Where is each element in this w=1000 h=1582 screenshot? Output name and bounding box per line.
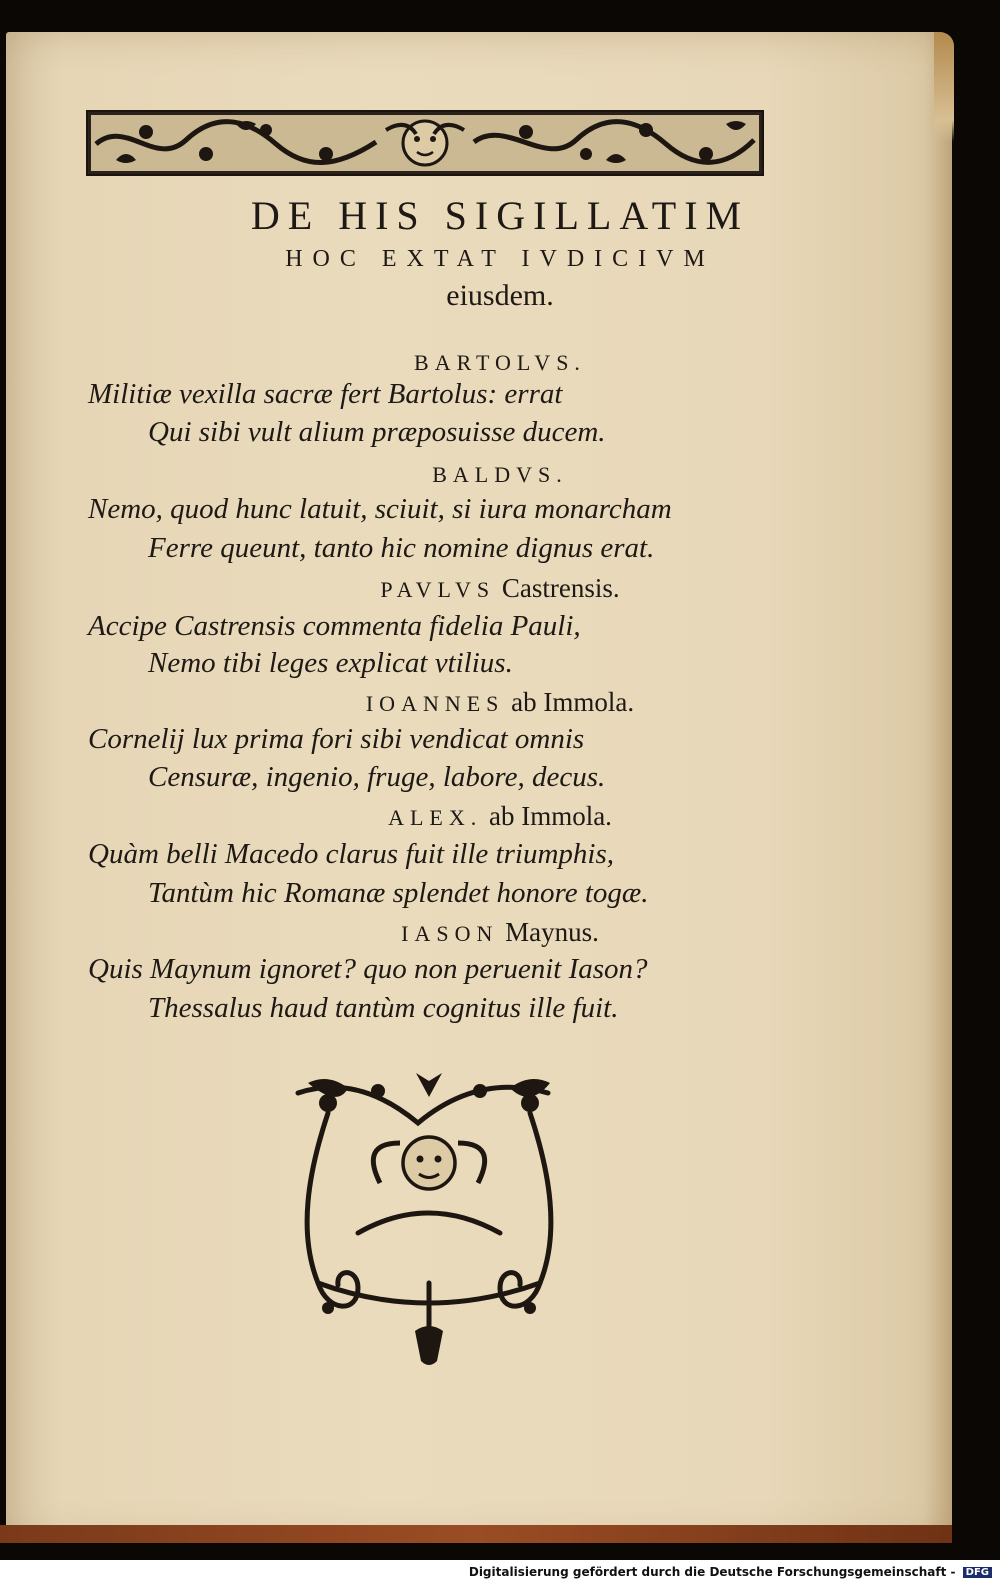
cherub-face-icon (373, 1137, 484, 1189)
verse-line: Nemo tibi leges explicat vtilius. (148, 647, 513, 679)
headpiece-ornament (86, 110, 764, 176)
entry-heading-ioannes (0, 687, 1000, 718)
verse-line: Nemo, quod hunc latuit, sciuit, si iura monarcham (88, 493, 672, 525)
tailpiece-ornament (288, 1073, 570, 1371)
page-bottom-edge (0, 1525, 952, 1543)
entry-name-suffix: Castrensis. (501, 573, 620, 603)
entry-name: BALDVS. (432, 462, 568, 487)
verse-line: Thessalus haud tantùm cognitus ille fuit. (148, 992, 619, 1024)
verse-line: Ferre queunt, tanto hic nomine dignus erat. (148, 532, 655, 564)
page-title-line-2: HOC EXTAT IVDICIVM (285, 246, 715, 272)
page-edge-wear (934, 32, 954, 142)
verse-line: Militiæ vexilla sacræ fert Bartolus: errat (88, 378, 563, 410)
entry-name: IOANNES (365, 691, 505, 716)
entry-name: ALEX. (388, 805, 483, 830)
entry-name-suffix: ab Immola. (488, 801, 612, 831)
entry-heading-iason (0, 917, 1000, 948)
credit-text: Digitalisierung gefördert durch die Deutsche Forschungsgemeinschaft - (468, 1565, 956, 1579)
verse-line: Quis Maynum ignoret? quo non peruenit Iason? (88, 953, 648, 985)
verse-line: Censuræ, ingenio, fruge, labore, decus. (148, 761, 606, 793)
entry-heading-alex (0, 801, 1000, 832)
entry-heading-baldus (0, 458, 1000, 489)
page-title-line-3: eiusdem. (446, 279, 554, 312)
dfg-logo: DFG (963, 1567, 992, 1578)
page-title-line-1: DE HIS SIGILLATIM (250, 193, 750, 238)
entry-heading-paulus (0, 573, 1000, 604)
entry-heading-bartolus (0, 346, 1000, 377)
verse-line: Qui sibi vult alium præposuisse ducem. (148, 416, 606, 448)
verse-line: Quàm belli Macedo clarus fuit ille triumphis, (88, 838, 614, 870)
entry-name-suffix: ab Immola. (511, 687, 635, 717)
entry-name: PAVLVS (380, 577, 496, 602)
digitization-credit (469, 1565, 992, 1579)
verse-line: Cornelij lux prima fori sibi vendicat omnis (88, 723, 585, 755)
entry-name: BARTOLVS. (414, 350, 586, 375)
verse-line: Accipe Castrensis commenta fidelia Pauli, (88, 610, 581, 642)
verse-line: Tantùm hic Romanæ splendet honore togæ. (148, 877, 649, 909)
entry-name-suffix: Maynus. (505, 917, 599, 947)
entry-name: IASON (401, 921, 499, 946)
